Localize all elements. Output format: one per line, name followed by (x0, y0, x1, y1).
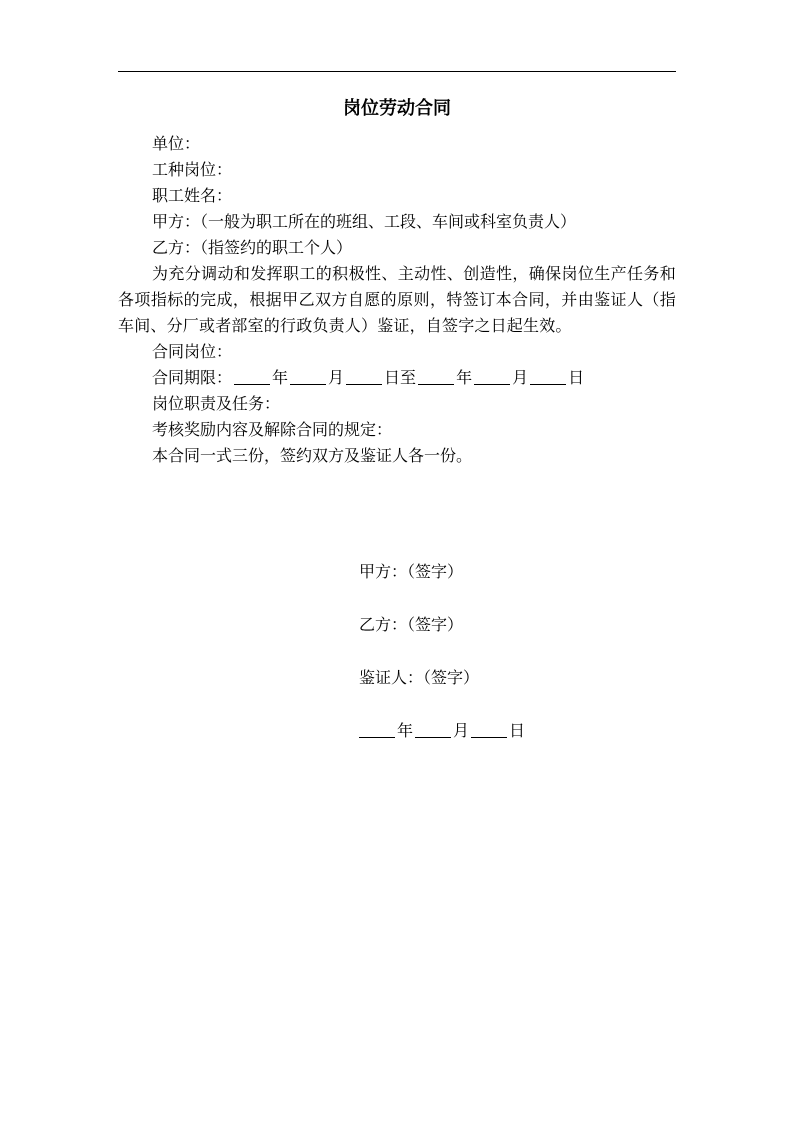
blank-line (415, 721, 451, 738)
document-title: 岗位劳动合同 (343, 98, 451, 119)
party-b-signature: 乙方：（签字） (359, 615, 464, 634)
signature-month: 月 (453, 721, 470, 740)
duties-field: 岗位职责及任务： (152, 394, 281, 413)
party-a-signature: 甲方：（签字） (359, 562, 464, 581)
blank-line (530, 368, 566, 385)
blank-line (346, 368, 382, 385)
term-month-2: 月 (512, 368, 529, 387)
party-a-field: 甲方：（一般为职工所在的班组、工段、车间或科室负责人） (152, 212, 577, 231)
term-month-1: 月 (328, 368, 345, 387)
signature-date (359, 718, 525, 744)
intro-paragraph: 为充分调动和发挥职工的积极性、主动性、创造性，确保岗位生产任务和各项指标的完成，根据甲乙双方自愿的原则，特签订本合同，并由鉴证人（指车间、分厂或者部室的行政负责人）鉴证，自签字之日起生效。 (118, 264, 676, 335)
blank-line (418, 368, 454, 385)
term-label: 合同期限： (152, 368, 233, 387)
header-rule (118, 71, 676, 72)
employee-name-field: 职工姓名： (152, 186, 233, 205)
term-year-2: 年 (456, 368, 473, 387)
party-b-field: 乙方：（指签约的职工个人） (152, 238, 353, 257)
contract-term-line (118, 365, 676, 391)
unit-field: 单位： (152, 134, 201, 153)
copies-statement: 本合同一式三份，签约双方及鉴证人各一份。 (152, 446, 473, 465)
term-day-2: 日 (568, 368, 585, 387)
blank-line (474, 368, 510, 385)
contract-post-field: 合同岗位： (152, 342, 233, 361)
signature-day: 日 (509, 721, 526, 740)
witness-signature: 鉴证人：（签字） (359, 668, 480, 687)
blank-line (471, 721, 507, 738)
contract-body (118, 131, 676, 469)
term-year-1: 年 (272, 368, 289, 387)
assessment-field: 考核奖励内容及解除合同的规定： (152, 420, 393, 439)
blank-line (234, 368, 270, 385)
blank-line (290, 368, 326, 385)
signature-year: 年 (397, 721, 414, 740)
blank-line (359, 721, 395, 738)
term-day-1-to: 日至 (384, 368, 417, 387)
job-type-field: 工种岗位： (152, 160, 233, 179)
signature-block (359, 559, 525, 744)
